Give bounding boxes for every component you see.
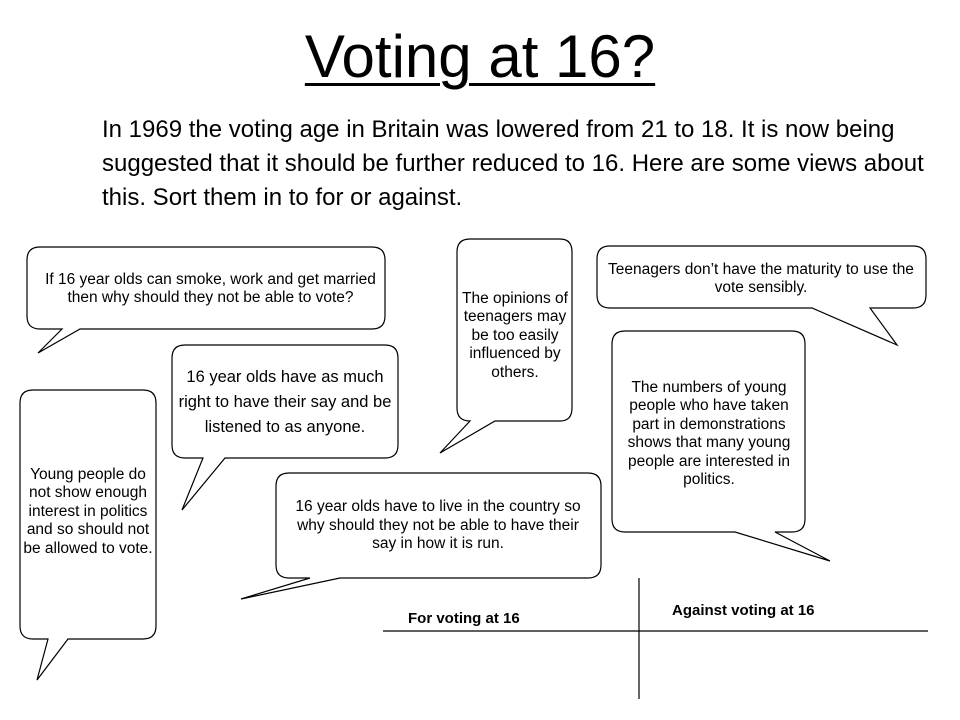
- bubble-text-not-enough-interest[interactable]: Young people do not show enough interest in politics and so should not be allowed to vote.: [23, 465, 153, 557]
- bubble-text-right-to-say[interactable]: 16 year olds have as much right to have their say and be listened to as anyone.: [178, 367, 392, 436]
- bubble-text-maturity[interactable]: Teenagers don’t have the maturity to use the vote sensibly.: [608, 260, 914, 296]
- bubble-text-demonstrations[interactable]: The numbers of young people who have taken part in demonstrations shows that many young people are interested in politics.: [627, 378, 791, 488]
- against-voting-heading: Against voting at 16: [672, 602, 815, 619]
- bubble-text-opinions-influenced[interactable]: The opinions of teenagers may be too easily influenced by others.: [462, 289, 568, 381]
- for-voting-heading: For voting at 16: [408, 610, 520, 627]
- slide-title: Voting at 16?: [304, 23, 656, 90]
- intro-paragraph: In 1969 the voting age in Britain was lowered from 21 to 18. It is now being suggested that it should be further reduced to 16. Here are some views about this. Sort them in to for or against.: [102, 116, 924, 211]
- bubble-text-smoke-work-marry[interactable]: If 16 year olds can smoke, work and get married then why should they not be able to vote?: [45, 270, 376, 306]
- bubble-text-live-in-country[interactable]: 16 year olds have to live in the country so why should they not be able to have their say in how it is run.: [295, 498, 581, 553]
